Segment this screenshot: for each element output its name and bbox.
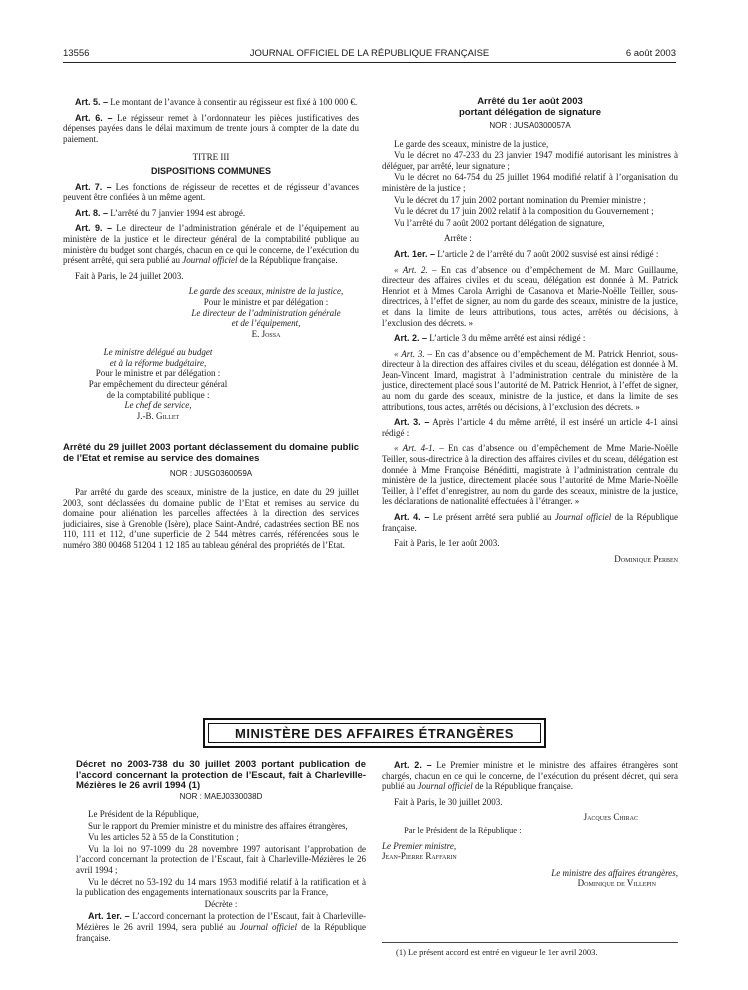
paragraph: Vu l’arrêté du 7 août 2002 portant délégation de signature,: [394, 217, 605, 228]
article-2: Art. 2. – L’article 3 du même arrêté est ainsi rédigé :: [394, 333, 586, 344]
signed-place-date: Fait à Paris, le 1er août 2003.: [394, 538, 500, 549]
paragraph: Vu le décret no 47-233 du 23 janvier 1947 modifié autorisant les ministres à déléguer, par arrêté, leur signature ;: [382, 150, 678, 171]
ministry-title: MINISTÈRE DES AFFAIRES ÉTRANGÈRES: [208, 723, 541, 743]
article-8: Art. 8. – L’arrêté du 7 janvier 1994 est abrogé.: [75, 207, 246, 218]
decree-title: Arrêté du 29 juillet 2003 portant déclassement du domaine public de l’Etat et remise au service des domaines: [63, 442, 359, 464]
article-5: Art. 5. – Le montant de l’avance à consentir au régisseur est fixé à 100 000 €.: [75, 97, 358, 107]
signatory-name: Dominique de Villepin: [577, 878, 656, 889]
article-4: Art. 4. – Le présent arrêté sera publié au Journal officiel de la République française.: [382, 512, 678, 533]
paragraph: Vu le décret no 53-192 du 14 mars 1953 modifié relatif à la ratification et à la publication des engagements internationaux souscrits par la France,: [76, 876, 366, 898]
decree-title: Arrêté du 1er août 2003 portant délégation de signature: [459, 96, 601, 118]
paragraph: Vu le décret du 17 juin 2002 relatif à la composition du Gouvernement ;: [394, 206, 654, 217]
paragraph: Par le Président de la République :: [404, 824, 522, 835]
signatory-title: Le Premier ministre,: [382, 840, 457, 851]
signatory-name: J.-B. Gillet: [136, 410, 180, 421]
article-9: Art. 9. – Le directeur de l’administration générale et de l’équipement au ministère de la justice et le directeur général de la comptabilité publique au ministère du budget sont chargés, chacun en ce qui le concerne, de l’exécution du présent arrêté, qui sera publié au Journal officiel de la République française.: [63, 223, 359, 266]
signed-place-date: Fait à Paris, le 24 juillet 2003.: [75, 270, 184, 281]
right-column: [382, 97, 678, 569]
nor-reference: NOR : MAEJ0330038D: [179, 791, 263, 801]
paragraph: Le garde des sceaux, ministre de la justice,: [394, 138, 549, 149]
signatory-title: Le ministre des affaires étrangères,: [551, 867, 678, 878]
signature-block-2: Le ministre délégué au budget et à la réforme budgétaire, Pour le ministre et par délégation : Par empêchement du directeur général de la comptabilité publique : Le chef de service, J.-B. Gillet: [63, 347, 253, 421]
decree-title: Décret no 2003-738 du 30 juillet 2003 portant publication de l’accord concernant la protection de l’Escaut, fait à Charleville-Mézières le 26 avril 1994 (1): [76, 759, 366, 791]
ministry-banner: [203, 718, 546, 748]
paragraph: Le Président de la République,: [88, 809, 199, 820]
quoted-article-3: « Art. 3. – En cas d’absence ou d’empêchement de M. Patrick Henriot, sous-directeur à la direction des affaires civiles et du sceau, délégation est donnée à M. Jean-Vincent Imard, magistrat à l’administration centrale du ministère de la justice, directement placé sous l’autorité de M. Patrick Henriot, à l’effet de signer, au nom du garde des sceaux, ministre de la justice, et dans la limite de ses attributions, tous actes, arrêtés ou décisions, à l’exclusion des décrets. »: [382, 348, 678, 412]
signatory-name: E. Jossa: [251, 328, 281, 339]
paragraph: Vu le décret du 17 juin 2002 portant nomination du Premier ministre ;: [394, 194, 646, 205]
paragraph: Vu les articles 52 à 55 de la Constitution ;: [88, 832, 239, 843]
nor-reference: NOR : JUSG0360059A: [169, 469, 253, 479]
titre-heading: TITRE III: [192, 152, 230, 163]
bottom-right-column: [382, 760, 678, 894]
signed-place-date: Fait à Paris, le 30 juillet 2003.: [394, 796, 503, 807]
left-column: [63, 97, 359, 556]
issue-date: 6 août 2003: [625, 48, 676, 59]
decree-body: Par arrêté du garde des sceaux, ministre de la justice, en date du 29 juillet 2003, sont déclassées du domaine public de l’Etat et remises au service du domaine pour aliénation les parcelles affectées à la direction des services judiciaires, sise à Grenoble (Isère), place Saint-André, cadastrées section BE nos 110, 111 et 112, d’une superficie de 2 544 mètres carrés, référencées sous le numéro 380 00468 51204 1 12 185 au tableau général des propriétés de l’Etat.: [63, 487, 359, 550]
nor-reference: NOR : JUSA0300057A: [489, 121, 571, 130]
quoted-article-4-1: « Art. 4-1. – En cas d’absence ou d’empêchement de Mme Marie-Noëlle Teiller, sous-directrice à la direction des affaires civiles et du sceau, délégation est donnée à Mme Françoise Bénéditti, magistrate à l’administration centrale du ministère de la justice, directement placée sous l’autorité de Mme Marie-Noëlle Teiller, à l’effet d’enregistrer, au nom du garde des sceaux, ministre de la justice, les déclarations de nationalité effectuées à l’étranger. »: [382, 443, 678, 507]
page-header: [63, 46, 676, 63]
signatory-name: Dominique Perben: [614, 553, 678, 564]
page-number: 13556: [63, 48, 90, 59]
bottom-left-column: [76, 760, 366, 948]
article-3: Art. 3. – Après l’article 4 du même arrêté, il est inséré un article 4-1 ainsi rédigé :: [382, 417, 678, 438]
article-1: Art. 1er. – L’accord concernant la protection de l’Escaut, fait à Charleville-Mézières le 26 avril 1994, sera publié au Journal officiel de la République française.: [76, 911, 367, 943]
signatory-name: Jacques Chirac: [583, 812, 638, 823]
paragraph: Sur le rapport du Premier ministre et du ministre des affaires étrangères,: [88, 820, 348, 831]
article-1: Art. 1er. – L’article 2 de l’arrêté du 7 août 2002 susvisé est ainsi rédigé :: [394, 248, 659, 259]
article-6: Art. 6. – Le régisseur remet à l’ordonnateur les pièces justificatives des dépenses payées dans le délai maximum de trente jours à compter de la date du paiement.: [63, 112, 359, 144]
paragraph: Vu la loi no 97-1099 du 28 novembre 1997 autorisant l’approbation de l’accord concernant la protection de l’Escaut, fait à Charleville-Mézières le 26 avril 1994 ;: [76, 843, 366, 876]
decrete-heading: Décrète :: [204, 898, 238, 909]
signature-block-1: Le garde des sceaux, ministre de la justice, Pour le ministre et par délégation : Le directeur de l’administration générale et de l’équipement, E. Jossa: [173, 286, 359, 339]
article-2: Art. 2. – Le Premier ministre et le ministre des affaires étrangères sont chargés, chacun en ce qui le concerne, de l’exécution du présent décret, qui sera publié au Journal officiel de la République française.: [382, 760, 678, 792]
article-7: Art. 7. – Les fonctions de régisseur de recettes et de régisseur d’avances peuvent être confiées à un même agent.: [63, 181, 359, 203]
footnote-text: (1) Le présent accord est entré en vigueur le 1er avril 2003.: [396, 947, 598, 957]
arrete-heading: Arrête :: [444, 233, 472, 244]
signatory-name: Jean-Pierre Raffarin: [382, 851, 457, 862]
quoted-article-2: « Art. 2. – En cas d’absence ou d’empêchement de M. Marc Guillaume, directeur des affaires civiles et du sceau, délégation est donnée à M. Patrick Henriot et à Mmes Carola Arrighi de Casanova et Marie-Noëlle Teiller, sous-directrices, à l’effet de signer, au nom du garde des sceaux, ministre de la justice, et dans la limite de leurs attributions, tous actes, arrêtés ou décisions, à l’exclusion des décrets. »: [382, 264, 678, 328]
footnote: [382, 942, 678, 957]
paragraph: Vu le décret no 64-754 du 25 juillet 1964 modifié relatif à l’organisation du ministère de la justice ;: [382, 172, 678, 193]
section-heading: DISPOSITIONS COMMUNES: [150, 165, 271, 176]
journal-title: JOURNAL OFFICIEL DE LA RÉPUBLIQUE FRANÇAISE: [249, 48, 490, 59]
